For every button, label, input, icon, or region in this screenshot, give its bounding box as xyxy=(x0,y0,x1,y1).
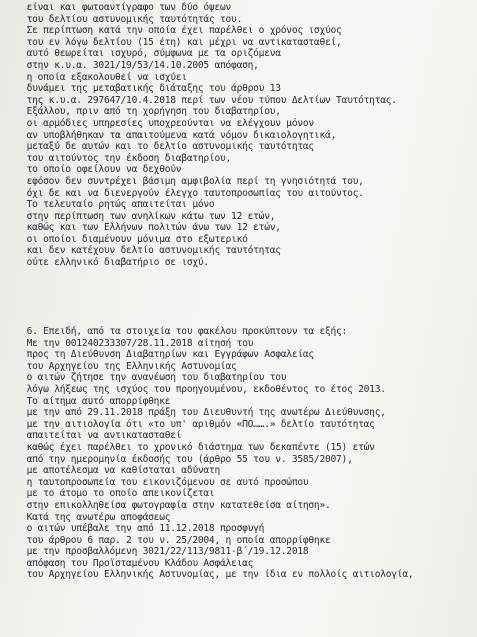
text-line: Εξάλλου, πριν από τη χορήγηση του διαβατηρίου, xyxy=(10,106,281,118)
text-line: οι αρμόδιες υπηρεσίες υποχρεούνται να ελέγχουν μόνον xyxy=(10,117,314,129)
text-line: το οποίο οφείλουν να δεχθούν xyxy=(10,164,182,176)
text-line: Σε περίπτωση κατά την οποία έχει παρέλθει ο χρόνος ισχύος xyxy=(10,25,342,37)
text-line: εφόσον δεν συντρέχει βάσιμη αμφιβολία περί τη γνησιότητά του, xyxy=(10,175,364,187)
text-line: στην επικολληθείσα φωτογραφία στην κατατεθείσα αίτηση». xyxy=(10,499,331,511)
text-line: του δελτίου αστυνομικής ταυτότητάς του. xyxy=(10,13,243,25)
text-line: η οποία εξακολουθεί να ισχύει xyxy=(10,71,187,83)
text-line: αν υποβλήθηκαν τα απαιτούμενα κατά νόμον δικαιολογητικά, xyxy=(10,129,337,141)
text-line: απόφαση του Προϊσταμένου Κλάδου Ασφάλειας xyxy=(10,557,254,569)
text-line: του εν λόγω δελτίου (15 έτη) και μέχρι να αντικατασταθεί, xyxy=(10,36,342,48)
text-line: ο αιτών ζήτησε την ανανέωση του διαβατηρίου του xyxy=(10,372,287,384)
text-line: με την από 29.11.2018 πράξη του Διευθυντή της ανωτέρω Διεύθυνσης, xyxy=(10,407,386,419)
paragraph-block-6 xyxy=(10,326,413,581)
text-line: δυνάμει της μεταβατικής διάταξης του άρθρου 13 xyxy=(10,83,281,95)
text-line: με την προσβαλλόμενη 3021/22/113/9811-β΄/19.12.2018 xyxy=(10,546,309,558)
text-line: Το αίτημα αυτό απορρίφθηκε xyxy=(10,395,171,407)
text-line: από την ημερομηνία έκδοσής του (άρθρο 55 του ν. 3585/2007), xyxy=(10,453,353,465)
text-line: Κατά της ανωτέρω αποφάσεως xyxy=(10,511,171,523)
text-line: όχι δε και να διενεργούν έλεγχο ταυτοπροσωπίας του αιτούντος. xyxy=(10,187,364,199)
text-line: στην κ.υ.α. 3021/19/53/14.10.2005 απόφαση, xyxy=(10,59,259,71)
text-line: μεταξύ δε αυτών και το δελτίο αστυνομικής ταυτότητας xyxy=(10,141,314,153)
text-line: με την αιτιολογία ότι «το υπ' αριθμόν «ΠΟ…….» δελτίο ταυτότητας xyxy=(10,418,375,430)
text-line: απαιτείται να αντικατασταθεί xyxy=(10,430,182,442)
text-line: Το τελευταίο ρητώς απαιτείται μόνο xyxy=(10,199,215,211)
text-line: με αποτέλεσμα να καθίσταται αδύνατη xyxy=(10,465,220,477)
text-line: του άρθρου 6 παρ. 2 του ν. 25/2004, η οποία απορρίφθηκε xyxy=(10,534,331,546)
text-line: καθώς και των Ελλήνων πολιτών άνω των 12 ετών, xyxy=(10,222,281,234)
text-line: λόγω λήξεως της ισχύος του προηγουμένου, εκδοθέντος το έτος 2013. xyxy=(10,383,386,395)
text-line: με το άτομο το οποίο απεικονίζεται xyxy=(10,488,215,500)
paragraph-block-top xyxy=(10,2,397,269)
text-line: οι οποίοι διαμένουν μόνιμα στο εξωτερικό xyxy=(10,233,248,245)
text-line: η ταυτοπροσωπεία του εικονιζόμενου σε αυτό προσώπου xyxy=(10,476,309,488)
text-line: του αιτούντος την έκδοση διαβατηρίου, xyxy=(10,152,232,164)
text-line: ούτε ελληνικό διαβατήριο σε ισχύ. xyxy=(10,257,209,269)
text-line: ο αιτών υπέβαλε την από 11.12.2018 προσφυγή xyxy=(10,523,265,535)
text-line: και δεν κατέχουν δελτίο αστυνομικής ταυτότητας xyxy=(10,245,281,257)
text-line: της κ.υ.α. 297647/10.4.2018 περί των νέου τύπου Δελτίων Ταυτότητας. xyxy=(10,94,397,106)
text-line: καθώς έχει παρέλθει το χρονικό διάστημα των δεκαπέντε (15) ετών xyxy=(10,441,375,453)
text-line: είναι και φωτοαντίγραφο των δύο όψεων xyxy=(10,2,232,13)
text-line: προς τη Διεύθυνση Διαβατηρίων και Εγγράφων Ασφαλείας xyxy=(10,349,314,361)
text-line: στην περίπτωση των ανηλίκων κάτω των 12 ετών, xyxy=(10,210,276,222)
text-line: Με την 001240233307/28.11.2018 αίτησή του xyxy=(10,337,254,349)
text-line: αυτό θεωρείται ισχυρό, σύμφωνα με τα οριζόμενα xyxy=(10,48,281,60)
text-line: του Αρχηγείου της Ελληνικής Αστυνομίας xyxy=(10,360,237,372)
text-line: του Αρχηγείου Ελληνικής Αστυνομίας, με την ίδια εν πολλοίς αιτιολογία, xyxy=(10,569,414,581)
text-line: 6. Επειδή, από τα στοιχεία του φακέλου προκύπτουν τα εξής: xyxy=(10,326,348,337)
